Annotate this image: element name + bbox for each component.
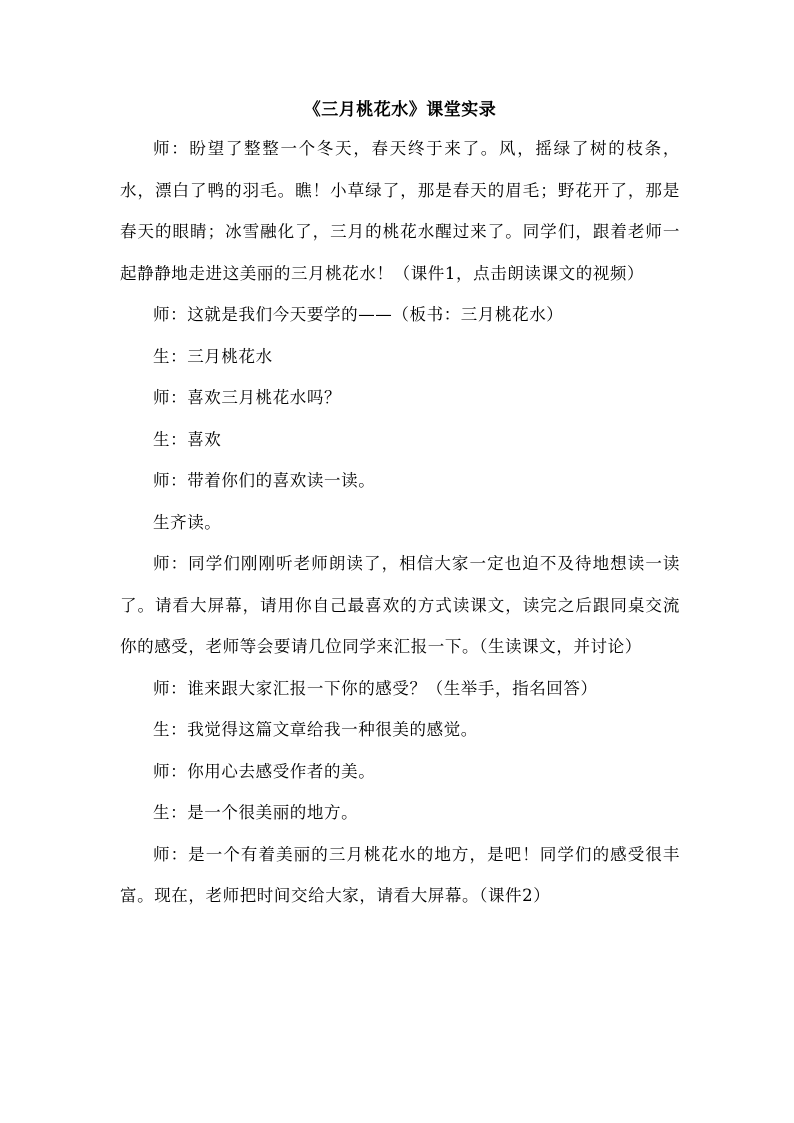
paragraph: 生齐读。 bbox=[153, 512, 222, 532]
paragraph: 师：你用心去感受作者的美。 bbox=[153, 761, 376, 781]
document-title: 《三月桃花水》课堂实录 bbox=[303, 100, 497, 120]
paragraph: 师：谁来跟大家汇报一下你的感受？（生举手，指名回答） bbox=[153, 678, 598, 698]
paragraph: 师：这就是我们今天要学的——（板书：三月桃花水） bbox=[153, 305, 564, 324]
paragraph: 师：带着你们的喜欢读一读。 bbox=[153, 471, 376, 490]
document-page bbox=[120, 98, 680, 917]
paragraph: 师：喜欢三月桃花水吗？ bbox=[153, 388, 342, 407]
paragraph: 师：盼望了整整一个冬天，春天终于来了。风，摇绿了树的枝条，水，漂白了鸭的羽毛。瞧！小草绿了，那是春天的眉毛；野花开了，那是春天的眼睛；冰雪融化了，三月的桃花水醒过来了。同学们，跟着老师一起静静地走进这美丽的三月桃花水！（课件1，点击朗读课文的视频） bbox=[120, 139, 680, 283]
paragraph: 师：同学们刚刚听老师朗读了，相信大家一定也迫不及待地想读一读了。请看大屏幕，请用你自己最喜欢的方式读课文，读完之后跟同桌交流你的感受，老师等会要请几位同学来汇报一下。（生读课文，并讨论） bbox=[120, 554, 680, 656]
paragraph: 生：喜欢 bbox=[153, 429, 222, 449]
paragraph: 生：三月桃花水 bbox=[153, 346, 273, 366]
paragraph: 生：我觉得这篇文章给我一种很美的感觉。 bbox=[153, 720, 478, 739]
paragraph: 生：是一个很美丽的地方。 bbox=[153, 803, 359, 822]
paragraph: 师：是一个有着美丽的三月桃花水的地方，是吧！同学们的感受很丰富。现在，老师把时间交给大家，请看大屏幕。（课件2） bbox=[120, 844, 680, 905]
